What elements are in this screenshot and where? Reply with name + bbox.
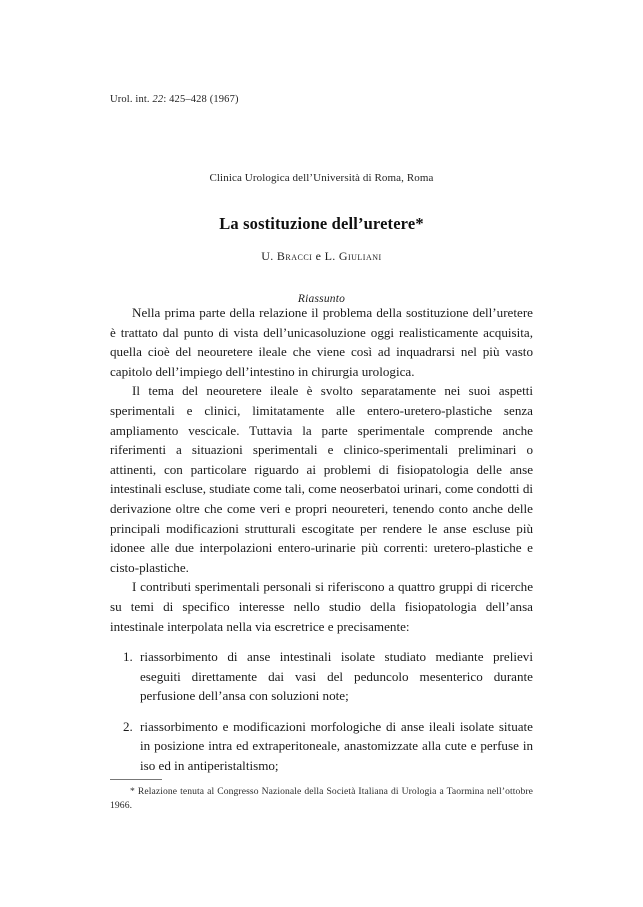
paragraph: I contributi sperimentali personali si riferiscono a quattro gruppi di ricerche su temi di specifico interesse nello studio della fisiopatologia dell’ansa intestinale interpolata nella via escretrice e precisamente:: [110, 579, 533, 634]
author-2-initial: L.: [324, 249, 336, 263]
footnote-block: [110, 779, 533, 813]
numbered-list: [110, 647, 533, 776]
author-2-surname: Giuliani: [338, 249, 382, 263]
journal-running-head: [110, 94, 239, 105]
paragraph: Nella prima parte della relazione il problema della sostituzione dell’uretere è trattato dal punto di vista dell’unicasoluzione oggi realisticamente acquisita, quella cioè del neouretere ileale che viene così ad inquadrarsi nel più vasto capitolo dell’impiego dell’intestino in chirurgia urologica.: [110, 305, 533, 379]
list-item: [110, 647, 533, 706]
journal-abbreviation: Urol. int.: [110, 94, 150, 105]
list-item-text: riassorbimento e modificazioni morfologiche di anse ileali isolate situate in posizione intra ed extraperitoneale, anastomizzate alla cute e perfuse in iso ed in antiperistaltismo;: [140, 718, 533, 774]
footnote-text: * Relazione tenuta al Congresso Nazionale della Società Italiana di Urologia a Taormina nell’ottobre 1966.: [110, 786, 533, 812]
author-list: [110, 249, 533, 264]
paragraph: Il tema del neouretere ileale è svolto separatamente nei suoi aspetti sperimentali e clinici, limitatamente alle entero-uretero-plastiche senza ampliamento vescicale. Tuttavia la parte sperimentale comprende anche riferimenti a situazioni sperimentali e clinico-sperimentali preliminari o attinenti, con particolare riguardo ai problemi di fisiopatologia delle anse intestinali escluse, studiate come tali, come neoserbatoi urinari, come condotti di derivazione oltre che come veri e propri neoureteri, tenendo conto anche delle principali modificazioni strutturali escogitate per rendere le anse escluse più idonee alle due interpolazioni entero-urinarie più correnti: uretero-plastiche e cisto-plastiche.: [110, 383, 533, 575]
list-item-marker: 2.: [123, 718, 133, 734]
front-matter: [110, 172, 533, 305]
abstract-body: [110, 303, 533, 787]
footnote-separator-rule: [110, 779, 162, 780]
list-item-marker: 1.: [123, 649, 133, 665]
author-1-initial: U.: [261, 249, 274, 263]
author-conjunction: e: [312, 249, 325, 263]
author-1-surname: Bracci: [276, 249, 313, 263]
journal-volume: 22: [152, 94, 164, 105]
section-heading-riassunto: Riassunto: [297, 293, 346, 305]
list-item-text: riassorbimento di anse intestinali isolate studiato mediante prelievi eseguiti direttamente dai vasi del peduncolo mesenterico durante perfusione dell’ansa con soluzioni note;: [140, 649, 533, 704]
article-title: La sostituzione dell’uretere*: [219, 214, 424, 233]
affiliation-line: Clinica Urologica dell’Università di Roma, Roma: [209, 172, 434, 184]
journal-pages-year: : 425–428 (1967): [163, 94, 239, 105]
list-item: [110, 717, 533, 776]
